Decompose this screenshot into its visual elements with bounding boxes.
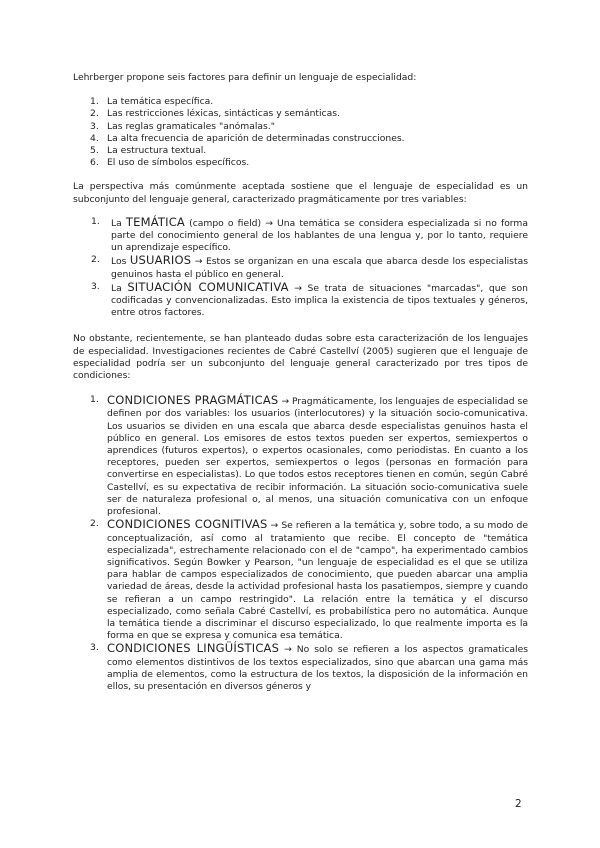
list-text: Las reglas gramaticales "anómalas.": [107, 120, 275, 132]
conditions-list: [73, 394, 528, 693]
item-text: → Se trata de situaciones "marcadas", que son codificadas y convencionalizadas. Esto implica la existencia de tipos textuales y géneros, entre otros factores.: [111, 282, 528, 319]
item-keyword: USUARIOS: [129, 253, 192, 268]
list-item: [73, 145, 528, 157]
list-number: 1.: [90, 96, 99, 108]
page-number: 2: [515, 798, 522, 810]
list-number: 3.: [90, 120, 99, 132]
perspective-paragraph: La perspectiva más comúnmente aceptada sostiene que el lenguaje de especialidad es un subconjunto del lenguaje general, caracterizado pragmáticamente por tres variables:: [73, 181, 528, 205]
list-number: 5.: [90, 145, 99, 157]
list-item: [73, 96, 528, 108]
list-item: [73, 642, 528, 693]
list-item: [73, 281, 528, 320]
list-text: La temática específica.: [107, 96, 214, 108]
list-number: 1.: [91, 215, 100, 227]
list-text: Las restricciones léxicas, sintácticas y semánticas.: [107, 108, 340, 120]
item-keyword: TEMÁTICA: [125, 214, 185, 229]
list-number: 3.: [90, 642, 99, 654]
item-keyword: CONDICIONES LINGÜÍSTICAS: [107, 641, 280, 656]
obstante-paragraph: No obstante, recientemente, se han planteado dudas sobre esta caracterización de los lenguajes de especialidad. Investigaciones recientes de Cabré Castellví (2005) sugieren que el lenguaje de especialidad podría ser un subconjunto del lenguaje general caracterizado por tres tipos de condiciones:: [73, 333, 528, 382]
list-text: El uso de símbolos específicos.: [107, 157, 250, 169]
list-item: [73, 121, 528, 133]
list-number: 2.: [91, 254, 100, 266]
intro-paragraph: Lehrberger propone seis factores para definir un lenguaje de especialidad:: [73, 72, 417, 83]
list-text: La estructura textual.: [107, 145, 207, 157]
list-item: [73, 157, 528, 169]
list-number: 2.: [90, 518, 99, 530]
item-text: → Pragmáticamente, los lenguajes de especialidad se definen por dos variables: los usuarios (interlocutores) y la situación socio-comunicativa. Los usuarios se dividen en una escala que abarca desde especialistas genuinos hasta el público en general. Los emisores de estos textos pueden ser expertos, semiexpertos o aprendices (futuros expertos), o expertos ocasionales, como periodistas. En cuanto a los receptores, pueden ser expertos, semiexpertos o legos (personas en formación para convertirse en especialistas). Lo que todos estos receptores tienen en común, según Cabré Castellví, es su expectativa de recibir información. La situación socio-comunicativa suele ser de naturaleza profesional o, al menos, una situación comunicativa con un enfoque profesional.: [107, 396, 528, 518]
item-prefix: Los: [111, 256, 130, 268]
list-item: [73, 108, 528, 120]
item-text: (campo o field) → Una temática se considera especializada si no forma parte del conocimiento general de los hablantes de una lengua y, por lo tanto, requiere un aprendizaje específico.: [111, 217, 529, 254]
list-number: 3.: [91, 280, 100, 292]
item-keyword: CONDICIONES COGNITIVAS: [107, 517, 268, 532]
factors-list: [73, 96, 528, 169]
list-number: 6.: [90, 157, 99, 169]
list-item: [73, 254, 528, 280]
variables-list: [73, 216, 528, 320]
item-text: → No solo se refieren a los aspectos gramaticales como elementos distintivos de los textos especializados, sino que abarcan una gama más amplia de elementos, como la estructura de los textos, la disposición de la información en ellos, su presentación en diversos géneros y: [107, 644, 529, 692]
item-keyword: CONDICIONES PRAGMÁTICAS: [107, 393, 279, 408]
list-number: 1.: [90, 394, 99, 406]
item-text: → Estos se organizan en una escala que abarca desde los especialistas genuinos hasta el público en general.: [111, 256, 528, 280]
item-prefix: La: [111, 282, 128, 294]
document-page: [73, 72, 528, 693]
item-keyword: SITUACIÓN COMUNICATIVA: [127, 279, 289, 294]
list-number: 2.: [90, 108, 99, 120]
list-text: La alta frecuencia de aparición de determinadas construcciones.: [107, 132, 405, 144]
list-number: 4.: [90, 132, 99, 144]
list-item: [73, 394, 528, 518]
list-item: [73, 133, 528, 145]
item-prefix: La: [111, 217, 126, 229]
list-item: [73, 216, 528, 255]
item-text: → Se refieren a la temática y, sobre todo, a su modo de conceptualización, así como al tratamiento que recibe. El concepto de "temática especializada", estrechamente relacionado con el de "campo", ha experimentado cambios significativos. Según Bowker y Pearson, "un lenguaje de especialidad es el que se utiliza para hablar de campos especializados de conocimiento, que pueden abarcar una amplia variedad de áreas, desde la actividad profesional hasta los pasatiempos, siempre y cuando se refieran a un campo restringido". La relación entre la temática y el discurso especializado, como señala Cabré Castellví, es probabilística pero no automática. Aunque la temática tiende a discriminar el discurso especializado, lo que realmente importa es la forma en que se expresa y comunica esa temática.: [107, 520, 528, 642]
list-item: [73, 518, 528, 642]
